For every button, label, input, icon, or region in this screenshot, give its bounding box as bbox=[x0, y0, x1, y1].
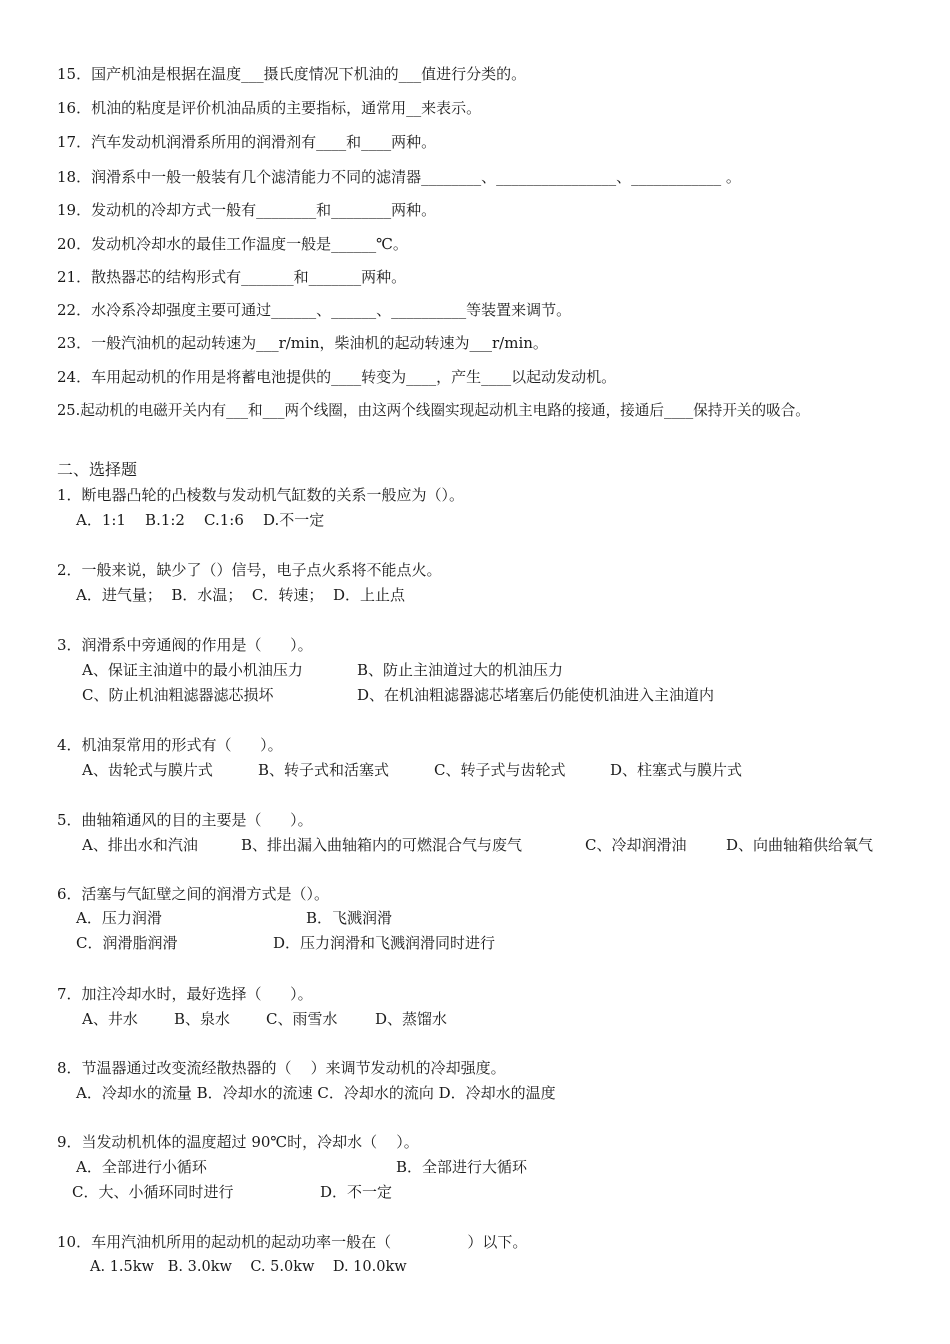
choice-q9-option-b: B．全部进行大循环 bbox=[396, 1158, 528, 1176]
choice-q5-option-c: C、冷却润滑油 bbox=[585, 836, 687, 854]
question-22: 22．水冷系冷却强度主要可通过______、______、__________等装置来调节。 bbox=[57, 301, 572, 319]
choice-q6-option-b: B．飞溅润滑 bbox=[306, 909, 393, 927]
choice-q3-option-b: B、防止主油道过大的机油压力 bbox=[357, 661, 564, 679]
choice-q6-option-d: D．压力润滑和飞溅润滑同时进行 bbox=[273, 934, 496, 952]
choice-q1-options: A．1:1 B.1:2 C.1:6 D.不一定 bbox=[76, 511, 325, 529]
choice-q2: 2．一般来说，缺少了（）信号，电子点火系将不能点火。 bbox=[57, 561, 442, 579]
question-21: 21．散热器芯的结构形式有_______和_______两种。 bbox=[57, 268, 407, 286]
choice-q4: 4．机油泵常用的形式有（ ）。 bbox=[57, 736, 283, 754]
choice-q3-option-a: A、保证主油道中的最小机油压力 bbox=[82, 661, 303, 679]
choice-q10-options: A. 1.5kw B. 3.0kw C. 5.0kw D. 10.0kw bbox=[90, 1259, 407, 1275]
choice-q5: 5．曲轴箱通风的目的主要是（ ）。 bbox=[57, 811, 313, 829]
section-title: 二、选择题 bbox=[57, 460, 138, 479]
choice-q9-option-c: C．大、小循环同时进行 bbox=[72, 1183, 234, 1201]
choice-q2-options: A．进气量； B．水温； C．转速； D．上止点 bbox=[76, 586, 405, 604]
choice-q6: 6．活塞与气缸壁之间的润滑方式是（）。 bbox=[57, 885, 330, 903]
question-23: 23．一般汽油机的起动转速为___r/min，柴油机的起动转速为___r/min。 bbox=[57, 334, 548, 352]
choice-q5-option-a: A、排出水和汽油 bbox=[82, 836, 198, 854]
choice-q6-option-c: C．润滑脂润滑 bbox=[76, 934, 178, 952]
choice-q1: 1．断电器凸轮的凸棱数与发动机气缸数的关系一般应为（）。 bbox=[57, 486, 465, 504]
choice-q5-option-b: B、排出漏入曲轴箱内的可燃混合气与废气 bbox=[241, 836, 523, 854]
choice-q7-option-c: C、雨雪水 bbox=[266, 1010, 338, 1028]
choice-q7-option-b: B、泉水 bbox=[174, 1010, 231, 1028]
choice-q4-option-b: B、转子式和活塞式 bbox=[258, 761, 390, 779]
choice-q3-option-d: D、在机油粗滤器滤芯堵塞后仍能使机油进入主油道内 bbox=[357, 686, 715, 704]
choice-q4-option-d: D、柱塞式与膜片式 bbox=[610, 761, 743, 779]
choice-q10: 10．车用汽油机所用的起动机的起动功率一般在（ ）以下。 bbox=[57, 1233, 528, 1251]
choice-q8: 8．节温器通过改变流经散热器的（ ）来调节发动机的冷却强度。 bbox=[57, 1059, 506, 1077]
choice-q7-option-a: A、井水 bbox=[82, 1010, 138, 1028]
choice-q7-option-d: D、蒸馏水 bbox=[375, 1010, 448, 1028]
choice-q7: 7．加注冷却水时，最好选择（ ）。 bbox=[57, 985, 313, 1003]
question-15: 15．国产机油是根据在温度___摄氏度情况下机油的___值进行分类的。 bbox=[57, 65, 527, 83]
choice-q8-options: A．冷却水的流量 B．冷却水的流速 C．冷却水的流向 D．冷却水的温度 bbox=[76, 1084, 556, 1102]
choice-q6-option-a: A．压力润滑 bbox=[76, 909, 162, 927]
choice-q9-option-d: D．不一定 bbox=[320, 1183, 393, 1201]
question-16: 16．机油的粘度是评价机油品质的主要指标，通常用__来表示。 bbox=[57, 99, 482, 117]
choice-q9: 9．当发动机机体的温度超过 90℃时，冷却水（ ）。 bbox=[57, 1133, 419, 1151]
question-25: 25.起动机的电磁开关内有___和___两个线圈，由这两个线圈实现起动机主电路的接通，接通后____保持开关的吸合。 bbox=[57, 402, 810, 419]
choice-q4-option-c: C、转子式与齿轮式 bbox=[434, 761, 566, 779]
choice-q3-option-c: C、防止机油粗滤器滤芯损坏 bbox=[82, 686, 274, 704]
choice-q9-option-a: A．全部进行小循环 bbox=[76, 1158, 207, 1176]
question-17: 17．汽车发动机润滑系所用的润滑剂有____和____两种。 bbox=[57, 133, 437, 151]
choice-q3: 3．润滑系中旁通阀的作用是（ ）。 bbox=[57, 636, 313, 654]
question-18: 18．润滑系中一般一般装有几个滤清能力不同的滤清器________、________________、____________ 。 bbox=[57, 168, 741, 186]
choice-q4-option-a: A、齿轮式与膜片式 bbox=[82, 761, 213, 779]
choice-q5-option-d: D、向曲轴箱供给氧气 bbox=[726, 836, 874, 854]
question-20: 20．发动机冷却水的最佳工作温度一般是______℃。 bbox=[57, 235, 408, 253]
question-19: 19．发动机的冷却方式一般有________和________两种。 bbox=[57, 201, 437, 219]
question-24: 24．车用起动机的作用是将蓄电池提供的____转变为____，产生____以起动发动机。 bbox=[57, 368, 617, 386]
